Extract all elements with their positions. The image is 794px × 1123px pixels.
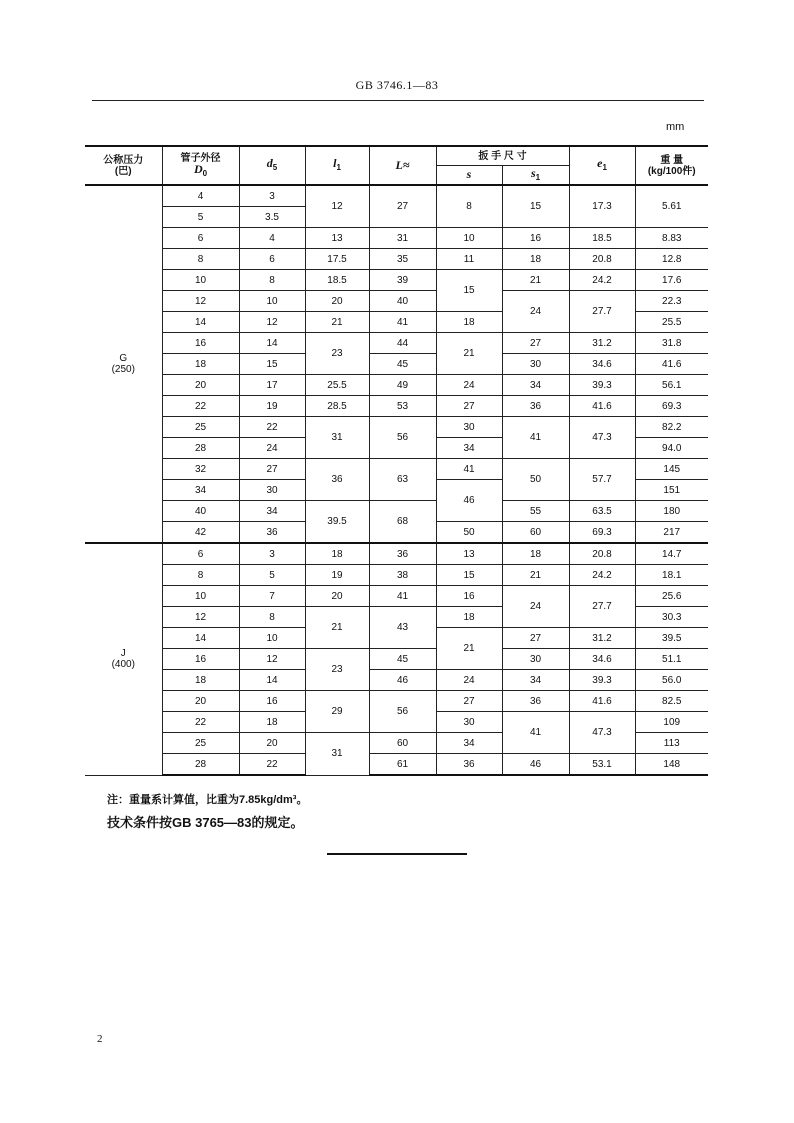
cell-s1: 36 [502,691,569,712]
cell-L: 39 [369,270,436,291]
cell-s1: 41 [502,417,569,459]
cell-e1: 31.2 [569,628,635,649]
col-header-d5: $d_5$ [239,146,305,185]
cell-weight: 56.0 [635,670,708,691]
col-header-e1: $e_1$ [569,146,635,185]
cell-D0: 5 [162,207,239,228]
cell-d5: 10 [239,291,305,312]
cell-s1: 50 [502,459,569,501]
cell-weight: 17.6 [635,270,708,291]
cell-s: 15 [436,270,502,312]
cell-d5: 5 [239,565,305,586]
cell-weight: 151 [635,480,708,501]
cell-s1: 21 [502,565,569,586]
cell-weight: 82.2 [635,417,708,438]
cell-e1: 39.3 [569,670,635,691]
cell-d5: 3.5 [239,207,305,228]
cell-L: 61 [369,754,436,776]
cell-d5: 14 [239,333,305,354]
cell-D0: 20 [162,375,239,396]
col-header-s: s [436,166,502,186]
col-header-pressure: 公称压力 (巴) [85,146,162,185]
document-header: GB 3746.1—83 [355,78,439,92]
cell-d5: 19 [239,396,305,417]
cell-d5: 3 [239,185,305,207]
cell-weight: 180 [635,501,708,522]
cell-d5: 27 [239,459,305,480]
cell-L: 60 [369,733,436,754]
cell-l1: 18 [305,543,369,565]
cell-l1: 19 [305,565,369,586]
cell-d5: 8 [239,607,305,628]
cell-l1: 36 [305,459,369,501]
cell-s: 46 [436,480,502,522]
cell-D0: 10 [162,586,239,607]
col-header-L: L≈ [369,146,436,185]
cell-d5: 17 [239,375,305,396]
cell-weight: 217 [635,522,708,544]
col-header-outer-diameter: 管子外径 $D_0$ [162,146,239,185]
cell-d5: 34 [239,501,305,522]
cell-s: 16 [436,586,502,607]
cell-L: 45 [369,649,436,670]
cell-weight: 51.1 [635,649,708,670]
group-G-label: G (250) [85,185,162,543]
cell-s: 34 [436,733,502,754]
cell-s: 27 [436,396,502,417]
cell-s1: 15 [502,185,569,228]
cell-s: 15 [436,565,502,586]
cell-weight: 8.83 [635,228,708,249]
cell-L: 41 [369,586,436,607]
end-rule [327,853,467,855]
cell-s: 50 [436,522,502,544]
cell-d5: 12 [239,312,305,333]
cell-L: 36 [369,543,436,565]
cell-e1: 34.6 [569,649,635,670]
technical-conditions-note: 技术条件按GB 3765—83的规定。 [107,815,304,830]
cell-s1: 36 [502,396,569,417]
cell-s1: 34 [502,375,569,396]
cell-weight: 69.3 [635,396,708,417]
cell-s1: 27 [502,628,569,649]
cell-weight: 18.1 [635,565,708,586]
cell-D0: 8 [162,249,239,270]
cell-s1: 30 [502,649,569,670]
cell-s1: 24 [502,586,569,628]
col-header-wrench: 扳 手 尺 寸 [436,146,569,166]
cell-weight: 113 [635,733,708,754]
cell-e1: 17.3 [569,185,635,228]
cell-D0: 22 [162,712,239,733]
cell-e1: 20.8 [569,543,635,565]
cell-weight: 25.6 [635,586,708,607]
group-J-rows [85,543,708,775]
cell-l1: 21 [305,312,369,333]
cell-e1: 41.6 [569,691,635,712]
cell-l1: 13 [305,228,369,249]
cell-s1: 24 [502,291,569,333]
cell-s1: 46 [502,754,569,776]
weight-note: 注：重量系计算值，比重为7.85kg/dm³。 [107,794,308,806]
dimension-table [85,145,708,776]
cell-weight: 14.7 [635,543,708,565]
cell-D0: 32 [162,459,239,480]
cell-L: 40 [369,291,436,312]
cell-D0: 12 [162,607,239,628]
cell-weight: 109 [635,712,708,733]
cell-D0: 28 [162,754,239,776]
cell-d5: 18 [239,712,305,733]
cell-s1: 41 [502,712,569,754]
cell-s1: 30 [502,354,569,375]
cell-l1: 17.5 [305,249,369,270]
cell-D0: 25 [162,417,239,438]
cell-L: 56 [369,417,436,459]
cell-e1: 53.1 [569,754,635,776]
col-header-s1: $s_1$ [502,166,569,186]
cell-s: 30 [436,417,502,438]
cell-s1: 18 [502,249,569,270]
cell-D0: 42 [162,522,239,544]
cell-e1: 63.5 [569,501,635,522]
header-rule [92,100,704,101]
cell-weight: 94.0 [635,438,708,459]
cell-d5: 7 [239,586,305,607]
cell-s: 13 [436,543,502,565]
cell-d5: 4 [239,228,305,249]
cell-l1: 23 [305,333,369,375]
cell-L: 31 [369,228,436,249]
cell-e1: 57.7 [569,459,635,501]
cell-e1: 18.5 [569,228,635,249]
cell-l1: 39.5 [305,501,369,544]
cell-s: 18 [436,312,502,333]
cell-D0: 8 [162,565,239,586]
cell-L: 63 [369,459,436,501]
cell-e1: 20.8 [569,249,635,270]
cell-L: 43 [369,607,436,649]
cell-e1: 27.7 [569,291,635,333]
cell-d5: 22 [239,417,305,438]
cell-s: 36 [436,754,502,776]
cell-weight: 30.3 [635,607,708,628]
col-header-l1: $l_1$ [305,146,369,185]
cell-s1: 27 [502,333,569,354]
cell-weight: 39.5 [635,628,708,649]
cell-weight: 31.8 [635,333,708,354]
cell-D0: 14 [162,628,239,649]
group-J-label: J (400) [85,543,162,775]
cell-D0: 6 [162,228,239,249]
cell-D0: 14 [162,312,239,333]
cell-s1: 55 [502,501,569,522]
cell-weight: 25.5 [635,312,708,333]
cell-D0: 25 [162,733,239,754]
cell-weight: 12.8 [635,249,708,270]
cell-e1: 69.3 [569,522,635,544]
cell-D0: 16 [162,333,239,354]
cell-e1: 47.3 [569,417,635,459]
cell-s: 11 [436,249,502,270]
cell-l1: 21 [305,607,369,649]
cell-d5: 30 [239,480,305,501]
cell-d5: 3 [239,543,305,565]
cell-s: 24 [436,375,502,396]
cell-weight: 56.1 [635,375,708,396]
cell-d5: 24 [239,438,305,459]
cell-d5: 10 [239,628,305,649]
cell-d5: 36 [239,522,305,544]
cell-l1: 25.5 [305,375,369,396]
cell-L: 41 [369,312,436,333]
cell-D0: 28 [162,438,239,459]
cell-D0: 34 [162,480,239,501]
unit-label: mm [666,121,685,133]
cell-s1: 60 [502,522,569,544]
cell-d5: 16 [239,691,305,712]
cell-L: 49 [369,375,436,396]
cell-L: 46 [369,670,436,691]
cell-D0: 40 [162,501,239,522]
cell-e1: 24.2 [569,270,635,291]
cell-e1: 47.3 [569,712,635,754]
cell-e1: 24.2 [569,565,635,586]
cell-d5: 8 [239,270,305,291]
cell-e1: 31.2 [569,333,635,354]
cell-l1: 31 [305,733,369,776]
cell-L: 38 [369,565,436,586]
cell-l1: 28.5 [305,396,369,417]
cell-s: 21 [436,333,502,375]
cell-s1: 18 [502,543,569,565]
col-header-weight: 重 量 (kg/100件) [635,146,708,185]
cell-e1: 27.7 [569,586,635,628]
cell-weight: 41.6 [635,354,708,375]
cell-D0: 12 [162,291,239,312]
cell-D0: 6 [162,543,239,565]
cell-d5: 20 [239,733,305,754]
cell-s: 21 [436,628,502,670]
cell-l1: 23 [305,649,369,691]
cell-D0: 4 [162,185,239,207]
cell-weight: 22.3 [635,291,708,312]
cell-l1: 20 [305,586,369,607]
cell-d5: 14 [239,670,305,691]
cell-e1: 39.3 [569,375,635,396]
cell-D0: 16 [162,649,239,670]
cell-L: 56 [369,691,436,733]
cell-e1: 41.6 [569,396,635,417]
cell-L: 68 [369,501,436,544]
cell-e1: 34.6 [569,354,635,375]
cell-D0: 18 [162,670,239,691]
cell-s: 8 [436,185,502,228]
cell-D0: 22 [162,396,239,417]
cell-s: 18 [436,607,502,628]
group-G-rows [85,185,708,543]
cell-weight: 145 [635,459,708,480]
cell-s: 27 [436,691,502,712]
cell-l1: 20 [305,291,369,312]
cell-L: 44 [369,333,436,354]
cell-L: 45 [369,354,436,375]
cell-s1: 21 [502,270,569,291]
cell-weight: 5.61 [635,185,708,228]
cell-l1: 29 [305,691,369,733]
cell-D0: 18 [162,354,239,375]
cell-d5: 15 [239,354,305,375]
cell-s: 34 [436,438,502,459]
cell-L: 35 [369,249,436,270]
cell-weight: 82.5 [635,691,708,712]
cell-l1: 18.5 [305,270,369,291]
cell-D0: 20 [162,691,239,712]
cell-l1: 31 [305,417,369,459]
cell-d5: 22 [239,754,305,776]
cell-s: 30 [436,712,502,733]
cell-s1: 34 [502,670,569,691]
page-number: 2 [97,1033,103,1045]
cell-weight: 148 [635,754,708,776]
cell-d5: 12 [239,649,305,670]
cell-s: 24 [436,670,502,691]
cell-l1: 12 [305,185,369,228]
cell-d5: 6 [239,249,305,270]
cell-L: 53 [369,396,436,417]
cell-s: 10 [436,228,502,249]
cell-s: 41 [436,459,502,480]
cell-s1: 16 [502,228,569,249]
cell-D0: 10 [162,270,239,291]
cell-L: 27 [369,185,436,228]
